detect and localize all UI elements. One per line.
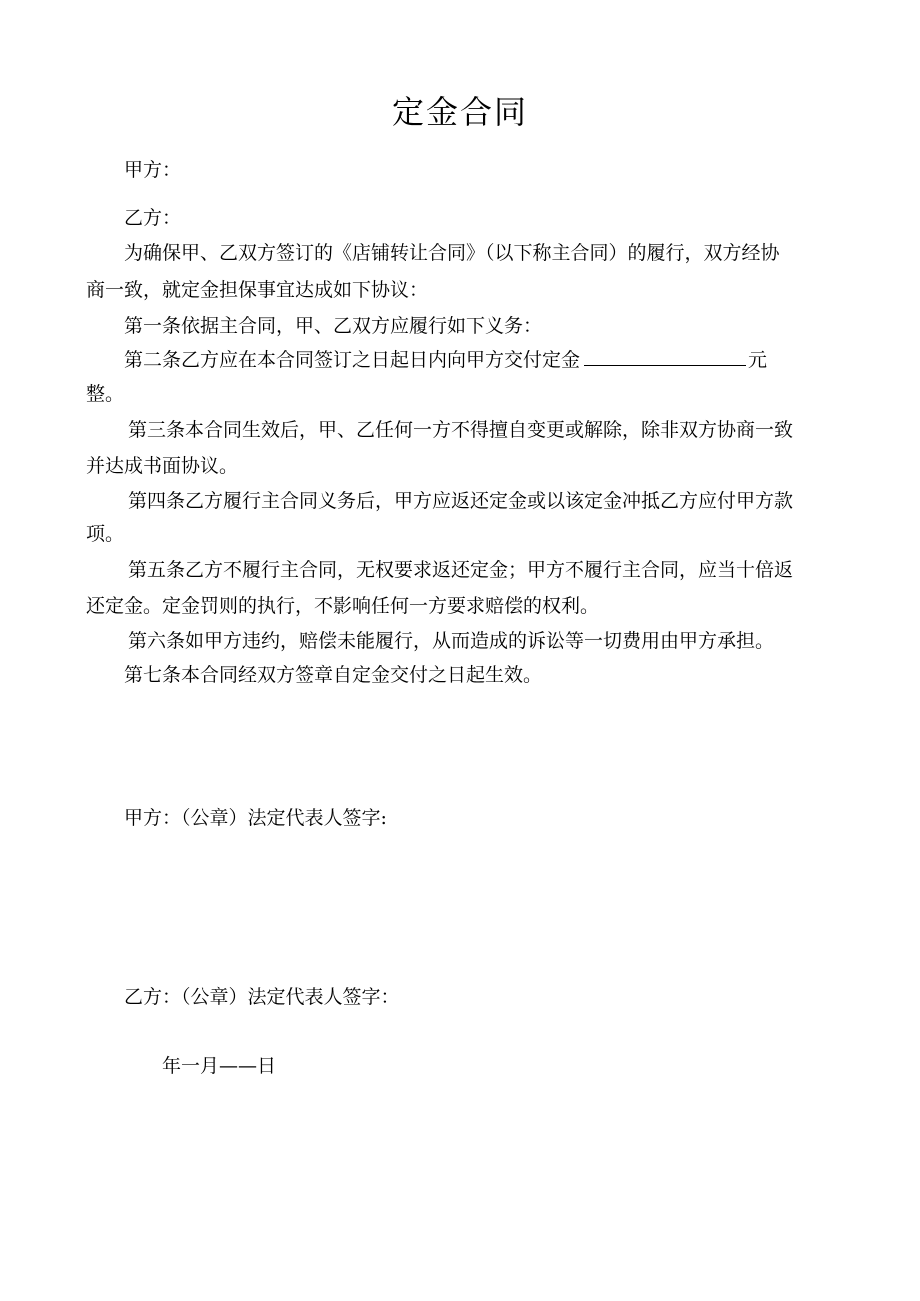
party-b-signature-line: 乙方：（公章）法定代表人签字： bbox=[124, 986, 400, 1008]
signing-date: 年一月——日 bbox=[162, 1055, 277, 1077]
article-4-line-2: 项。 bbox=[86, 523, 125, 545]
article-2-currency: 元 bbox=[748, 349, 768, 371]
article-7: 第七条本合同经双方签章自定金交付之日起生效。 bbox=[124, 664, 543, 686]
article-5-line-2: 还定金。定金罚则的执行，不影响任何一方要求赔偿的权利。 bbox=[86, 595, 600, 617]
document-title: 定金合同 bbox=[391, 93, 528, 131]
article-2-line-1 bbox=[124, 348, 767, 372]
article-4-line-1: 第四条乙方履行主合同义务后，甲方应返还定金或以该定金冲抵乙方应付甲方款 bbox=[128, 490, 794, 512]
article-2-text: 第二条乙方应在本合同签订之日起日内向甲方交付定金 bbox=[124, 349, 581, 371]
party-a-label: 甲方： bbox=[124, 159, 182, 181]
article-3-line-1: 第三条本合同生效后，甲、乙任何一方不得擅自变更或解除，除非双方协商一致 bbox=[128, 419, 794, 441]
intro-paragraph-line-2: 商一致，就定金担保事宜达成如下协议： bbox=[86, 279, 429, 301]
party-a-signature-line: 甲方：（公章）法定代表人签字: bbox=[124, 807, 387, 829]
article-6: 第六条如甲方违约，赔偿未能履行，从而造成的诉讼等一切费用由甲方承担。 bbox=[128, 630, 775, 652]
intro-paragraph-line-1: 为确保甲、乙双方签订的《店铺转让合同》（以下称主合同）的履行，双方经协 bbox=[124, 242, 780, 264]
article-2-line-2: 整。 bbox=[86, 383, 125, 405]
party-b-label: 乙方： bbox=[124, 207, 182, 229]
article-5-line-1: 第五条乙方不履行主合同，无权要求返还定金；甲方不履行主合同，应当十倍返 bbox=[128, 559, 794, 581]
article-3-line-2: 并达成书面协议。 bbox=[86, 455, 239, 477]
deposit-amount-blank bbox=[584, 349, 746, 366]
article-1: 第一条依据主合同，甲、乙双方应履行如下义务： bbox=[124, 315, 543, 337]
